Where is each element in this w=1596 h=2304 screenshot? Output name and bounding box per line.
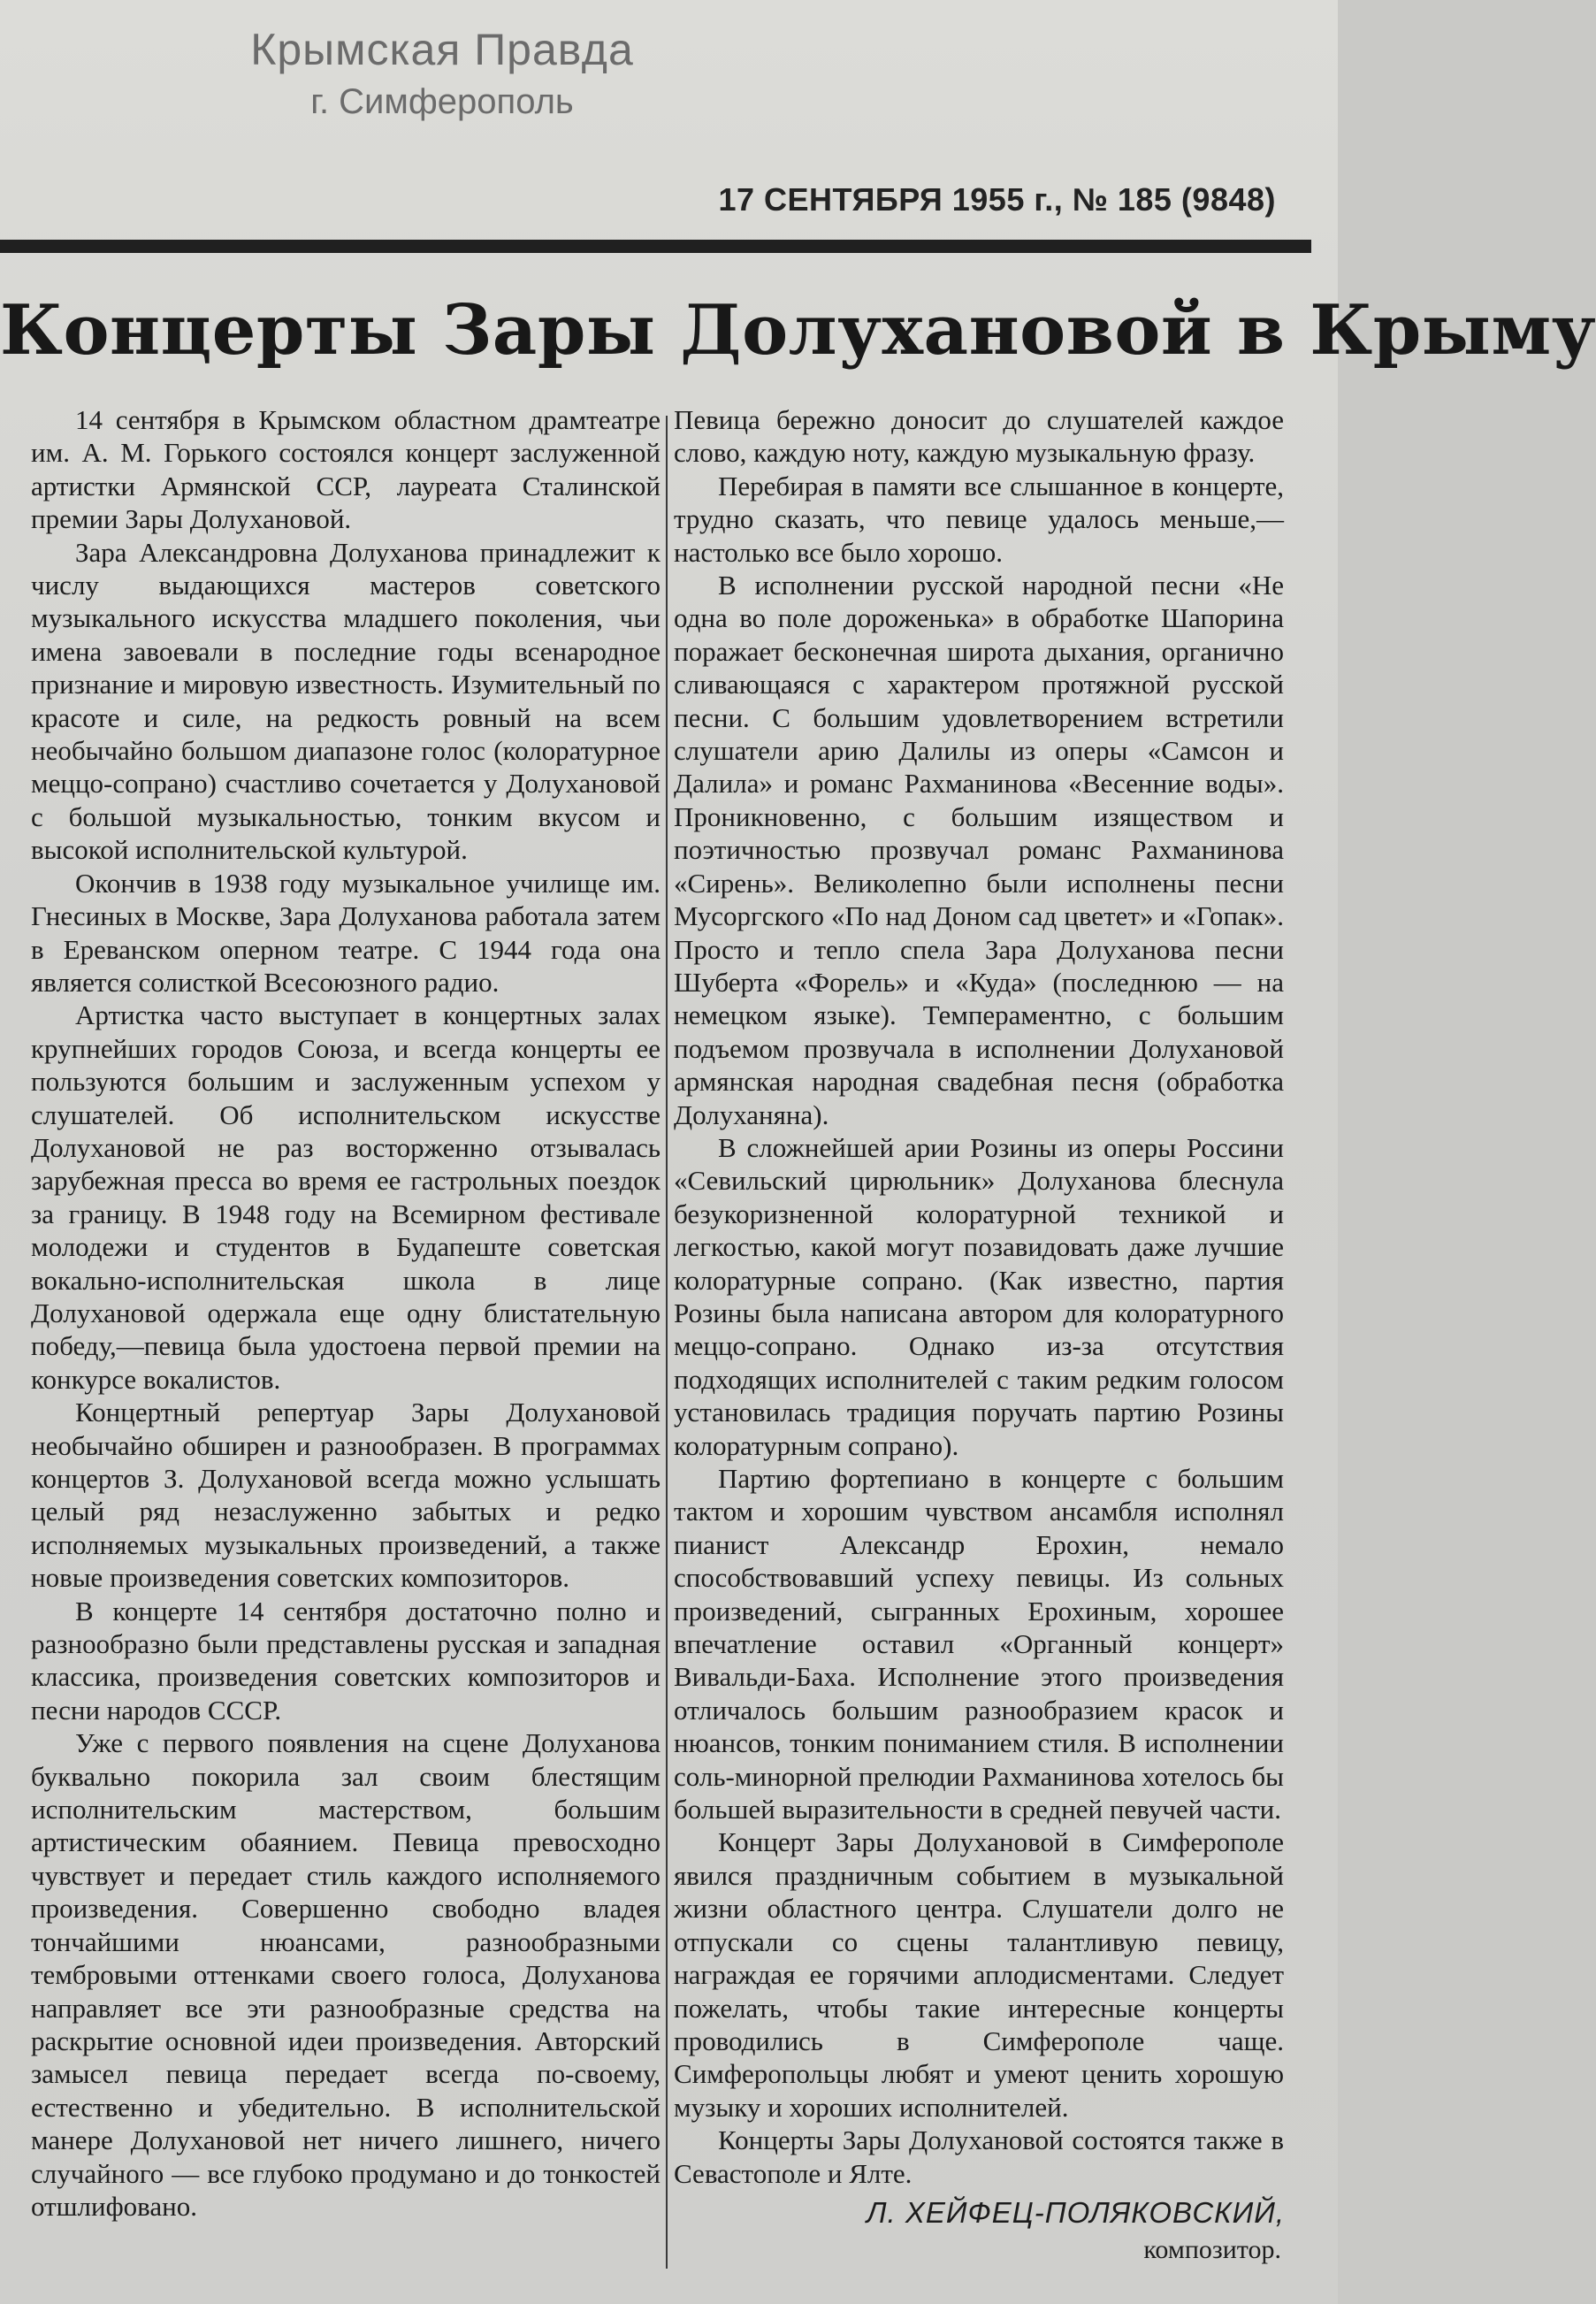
paragraph: Перебирая в памяти все слышанное в концерте, трудно сказать, что певице удалось меньше,—настолько все было хорошо. xyxy=(674,470,1284,568)
author-role: композитор. xyxy=(1143,2235,1281,2264)
paragraph: В концерте 14 сентября достаточно полно и разнообразно были представлены русская и западная классика, произведения советских композиторов и песни народов СССР. xyxy=(31,1595,661,1726)
article-title: Концерты Зары Долухановой в Крыму xyxy=(0,290,1596,371)
newspaper-city: г. Симферополь xyxy=(310,81,574,121)
column-divider xyxy=(666,416,668,2269)
issue-date-number: 17 СЕНТЯБРЯ 1955 г., № 185 (9848) xyxy=(718,181,1276,218)
paragraph: Зара Александровна Долуханова принадлежит к числу выдающихся мастеров советского музыкального искусства младшего поколения, чьи имена завоевали в последние годы всенародное признание и мировую известность. Изумительный по красоте и силе, на редкость ровный на всем необычайно большом диапазоне голос (колоратурное меццо-сопрано) счастливо сочетается у Долухановой с большой музыкальностью, тонким вкусом и высокой исполнительской культурой. xyxy=(31,536,661,866)
paragraph: Окончив в 1938 году музыкальное училище им. Гнесиных в Москве, Зара Долуханова работала затем в Ереванском оперном театре. С 1944 года она является солисткой Всесоюзного радио. xyxy=(31,867,661,998)
paragraph: В исполнении русской народной песни «Не одна во поле дороженька» в обработке Шапорина поражает бесконечная широта дыхания, органично сливающаяся с характером протяжной русской песни. С большим удовлетворением встретили слушатели арию Далилы из оперы «Самсон и Далила» и романс Рахманинова «Весенние воды». Проникновенно, с большим изяществом и поэтичностью прозвучал романс Рахманинова «Сирень». Великолепно были исполнены песни Мусоргского «По над Доном сад цветет» и «Гопак». Просто и тепло спела Зара Долуханова песни Шуберта «Форель» и «Куда» (последнюю — на немецком языке). Темпераментно, с большим подъемом прозвучала в исполнении Долухановой армянская народная свадебная песня (обработка Долуханяна). xyxy=(674,570,1284,1130)
paragraph: В сложнейшей арии Розины из оперы Россини «Севильский цирюльник» Долуханова блеснула безукоризненной колоратурной техникой и легкостью, какой могут позавидовать даже лучшие колоратурные сопрано. (Как известно, партия Розины была написана автором для колоратурного меццо-сопрано. Однако из-за отсутствия подходящих исполнителей с таким редким голосом установилась традиция поручать партию Розины колоратурным сопрано). xyxy=(674,1131,1284,1461)
author-signature xyxy=(867,2196,1285,2265)
author-name: Л. ХЕЙФЕЦ-ПОЛЯКОВСКИЙ, xyxy=(866,2196,1285,2229)
paragraph: Концерты Зары Долухановой состоятся также в Севастополе и Ялте. xyxy=(674,2124,1284,2189)
article-column-left xyxy=(31,403,661,2223)
paragraph-continuation: Певица бережно доносит до слушателей каждое слово, каждую ноту, каждую музыкальную фразу. xyxy=(674,404,1284,469)
paragraph: Уже с первого появления на сцене Долуханова буквально покорила зал своим блестящим исполнительским мастерством, большим артистическим обаянием. Певица превосходно чувствует и передает стиль каждого исполняемого произведения. Совершенно свободно владея тончайшими нюансами, разнообразными тембровыми оттенками своего голоса, Долуханова направляет все эти разнообразные средства на раскрытие основной идеи произведения. Авторский замысел певица передает всегда по-своему, естественно и убедительно. В исполнительской манере Долухановой нет ничего лишнего, ничего случайного — все глубоко продумано и до тонкостей отшлифовано. xyxy=(31,1727,661,2222)
article-column-right xyxy=(674,403,1284,2190)
newspaper-stamp xyxy=(203,25,681,122)
paragraph: 14 сентября в Крымском областном драмтеатре им. А. М. Горького состоялся концерт заслуженной артистки Армянской ССР, лауреата Сталинской премии Зары Долухановой. xyxy=(31,404,661,535)
paragraph: Артистка часто выступает в концертных залах крупнейших городов Союза, и всегда концерты ее пользуются большим и заслуженным успехом у слушателей. Об исполнительском искусстве Долухановой не раз восторженно отзывалась зарубежная пресса во время ее гастрольных поездок за границу. В 1948 году на Всемирном фестивале молодежи и студентов в Будапеште советская вокально-исполнительская школа в лице Долухановой одержала еще одну блистательную победу,—певица была удостоена первой премии на конкурсе вокалистов. xyxy=(31,999,661,1395)
newspaper-name: Крымская Правда xyxy=(250,25,634,74)
paragraph: Партию фортепиано в концерте с большим тактом и хорошим чувством ансамбля исполнял пианист Александр Ерохин, немало способствовавший успеху певицы. Из сольных произведений, сыгранных Ерохиным, хорошее впечатление оставил «Органный концерт» Вивальди-Баха. Исполнение этого произведения отличалось большим разнообразием красок и нюансов, тонким пониманием стиля. В исполнении соль-минорной прелюдии Рахманинова хотелось бы большей выразительности в средней певучей части. xyxy=(674,1463,1284,1826)
paragraph: Концерт Зары Долухановой в Симферополе явился праздничным событием в музыкальной жизни областного центра. Слушатели долго не отпускали со сцены талантливую певицу, награждая ее горячими аплодисментами. Следует пожелать, чтобы такие интересные концерты проводились в Симферополе чаще. Симферопольцы любят и умеют ценить хорошую музыку и хороших исполнителей. xyxy=(674,1826,1284,2123)
header-rule xyxy=(0,240,1311,253)
paragraph: Концертный репертуар Зары Долухановой необычайно обширен и разнообразен. В программах концертов З. Долухановой всегда можно услышать целый ряд незаслуженно забытых и редко исполняемых музыкальных произведений, а также новые произведения советских композиторов. xyxy=(31,1397,661,1594)
